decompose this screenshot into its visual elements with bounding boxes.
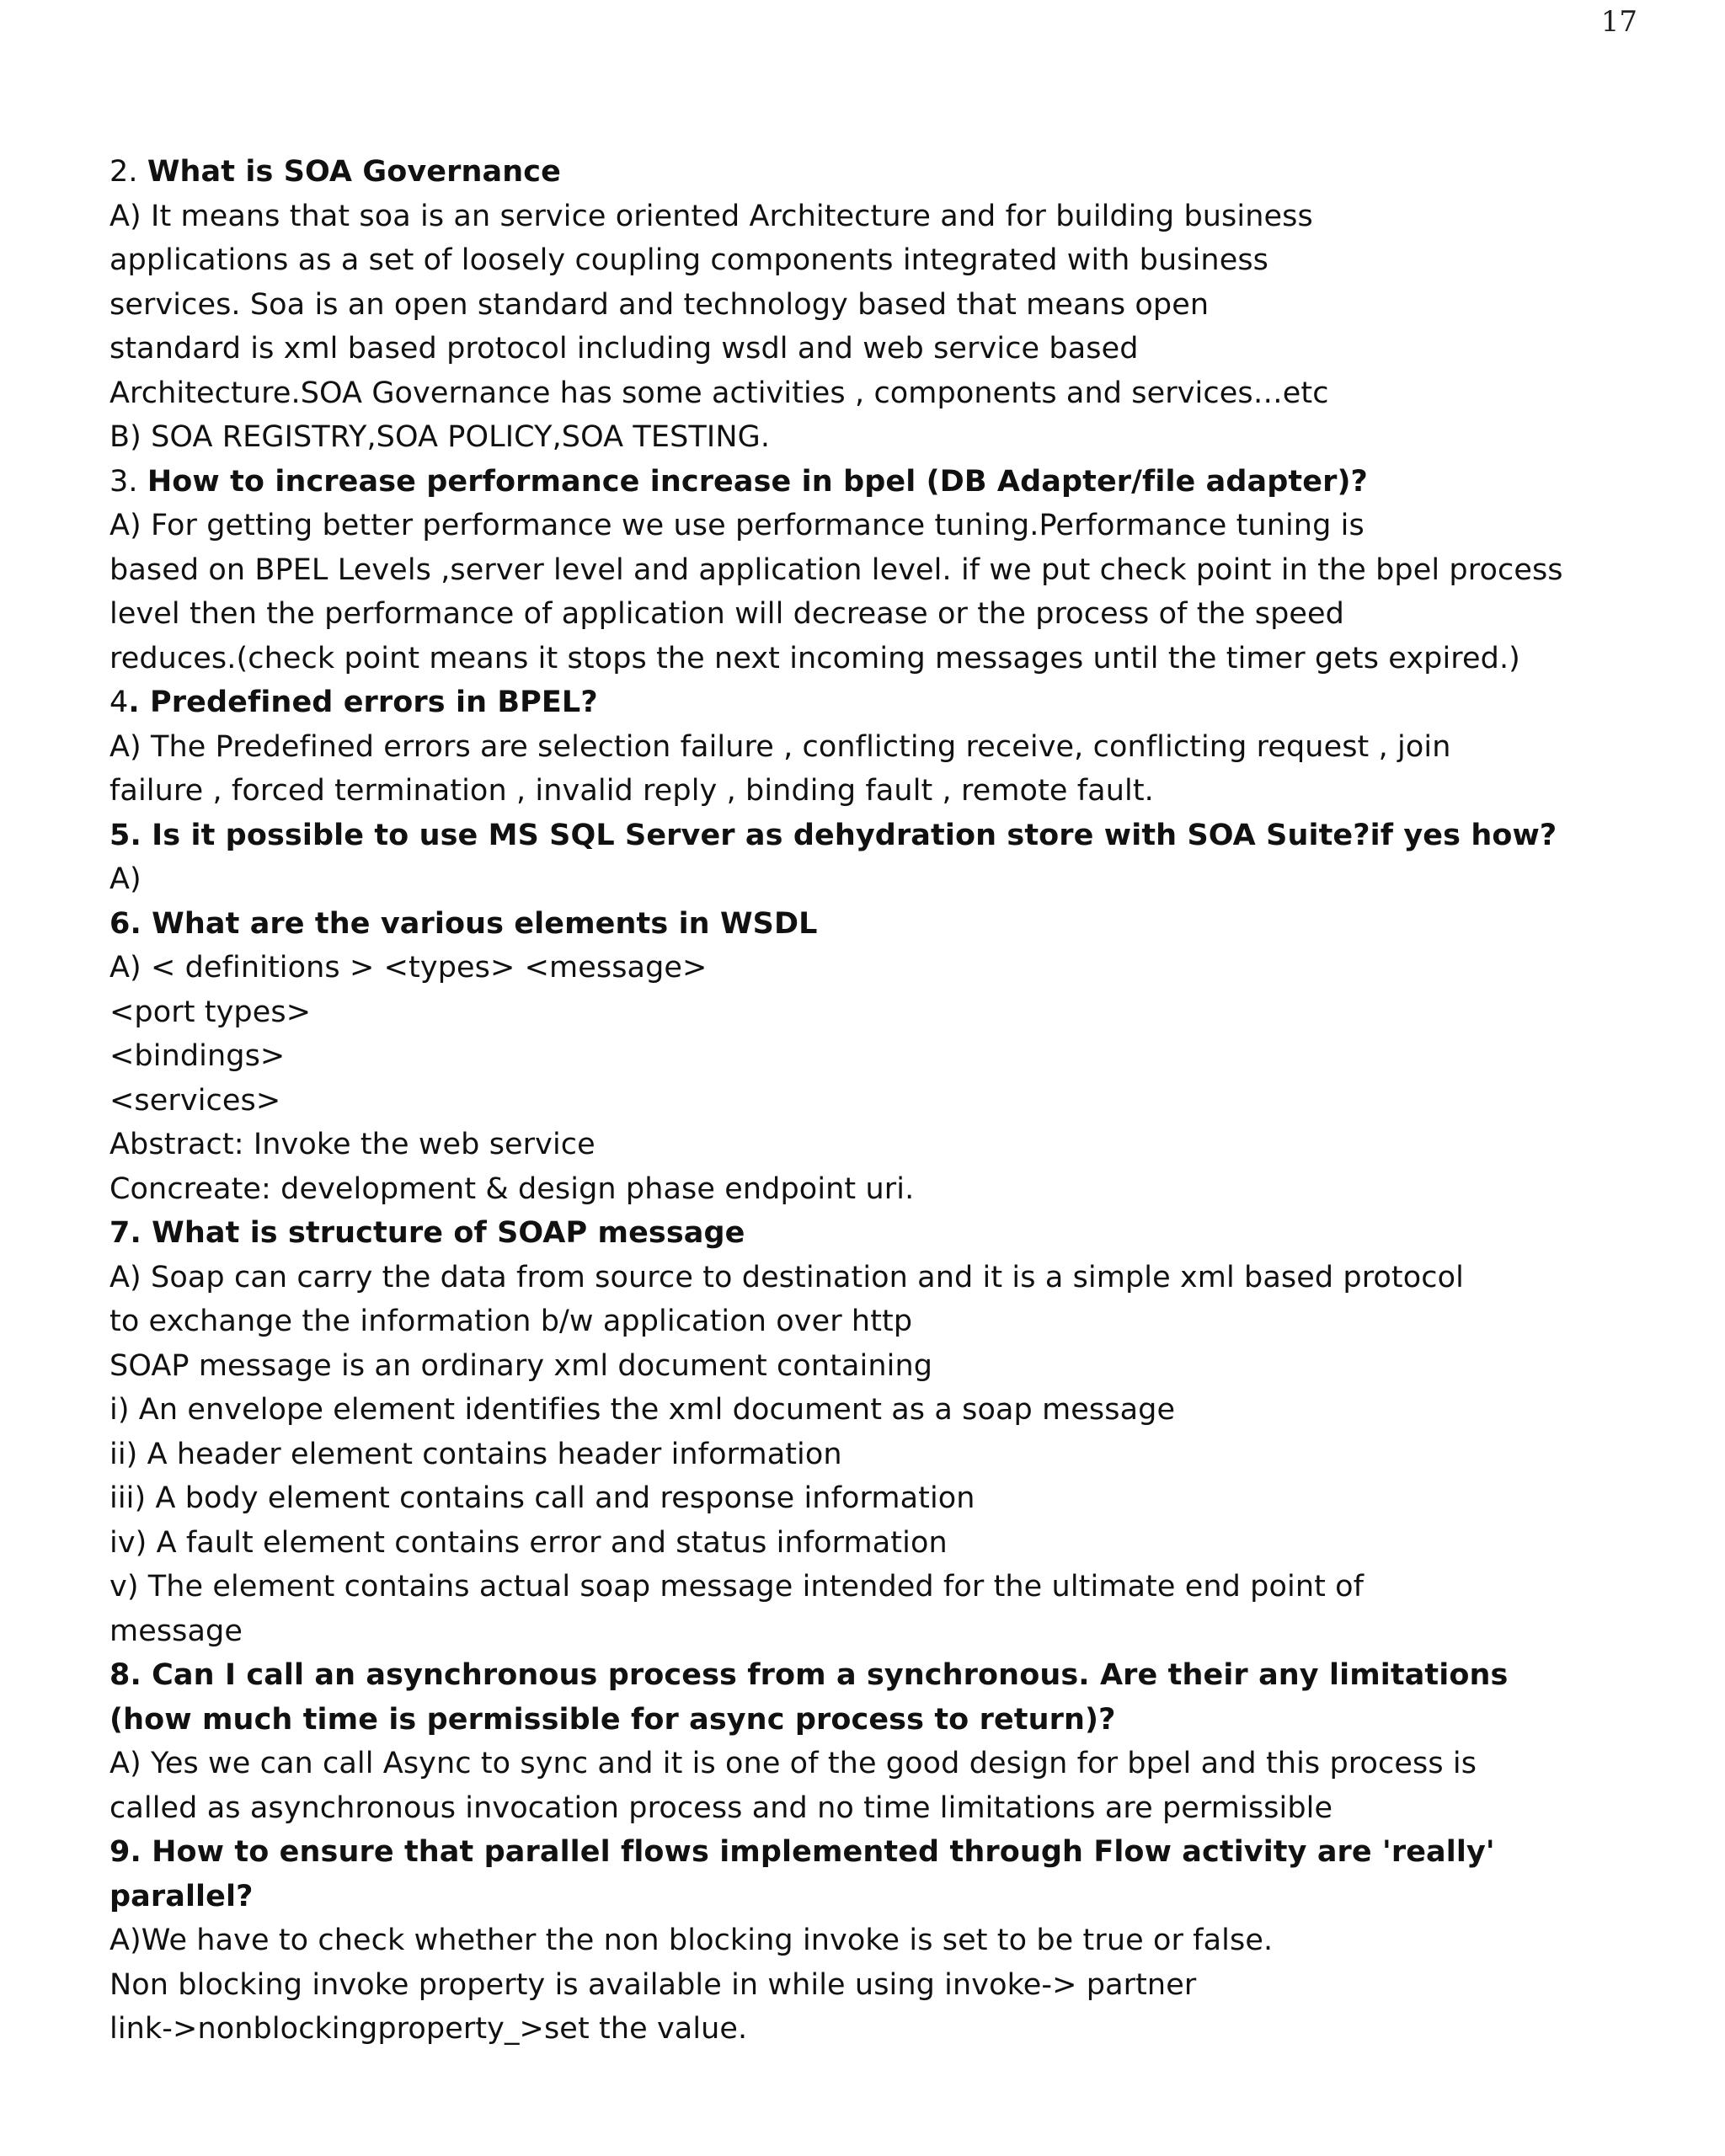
answer-line bbox=[109, 1299, 1626, 1344]
answer-line bbox=[109, 195, 1626, 239]
answer-line bbox=[109, 1609, 1626, 1654]
question-line bbox=[109, 814, 1626, 858]
body-text: SOAP message is an ordinary xml document containing bbox=[109, 1348, 933, 1383]
body-text: called as asynchronous invocation process and no time limitations are permissible bbox=[109, 1790, 1333, 1825]
question-text: What is SOA Governance bbox=[147, 155, 561, 189]
answer-line bbox=[109, 415, 1626, 460]
body-text: A) bbox=[109, 862, 142, 896]
question-line bbox=[109, 1875, 1626, 1919]
body-text: based on BPEL Levels ,server level and application level. if we put check point in the bpel process bbox=[109, 552, 1563, 587]
answer-line bbox=[109, 2007, 1626, 2052]
body-text: B) SOA REGISTRY,SOA POLICY,SOA TESTING. bbox=[109, 420, 771, 454]
answer-line bbox=[109, 1565, 1626, 1609]
answer-line bbox=[109, 1123, 1626, 1167]
question-line bbox=[109, 1830, 1626, 1875]
answer-line bbox=[109, 1476, 1626, 1521]
body-text: standard is xml based protocol including wsdl and web service based bbox=[109, 332, 1139, 366]
answer-line bbox=[109, 1344, 1626, 1389]
body-text: i) An envelope element identifies the xml document as a soap message bbox=[109, 1393, 1176, 1427]
answer-line bbox=[109, 946, 1626, 990]
body-text: reduces.(check point means it stops the next incoming messages until the timer gets expired.) bbox=[109, 641, 1520, 675]
answer-line bbox=[109, 1433, 1626, 1477]
question-line bbox=[109, 1698, 1626, 1742]
answer-line bbox=[109, 504, 1626, 548]
body-text: <port types> bbox=[109, 995, 312, 1029]
question-text: . Predefined errors in BPEL? bbox=[128, 686, 598, 719]
question-number: 2. bbox=[109, 155, 147, 189]
question-line bbox=[109, 460, 1626, 504]
answer-line bbox=[109, 1256, 1626, 1300]
answer-line bbox=[109, 1786, 1626, 1831]
answer-line bbox=[109, 1963, 1626, 2008]
answer-line bbox=[109, 371, 1626, 416]
body-text: <services> bbox=[109, 1083, 281, 1118]
body-text: A)We have to check whether the non blocking invoke is set to be true or false. bbox=[109, 1924, 1274, 1957]
answer-line bbox=[109, 283, 1626, 328]
answer-line bbox=[109, 1167, 1626, 1212]
question-line bbox=[109, 680, 1626, 725]
body-text: message bbox=[109, 1614, 243, 1648]
answer-line bbox=[109, 769, 1626, 814]
body-text: A) Yes we can call Async to sync and it is one of the good design for bpel and this process is bbox=[109, 1747, 1477, 1780]
question-number: 4 bbox=[109, 686, 129, 719]
body-text: ii) A header element contains header information bbox=[109, 1437, 842, 1471]
answer-line bbox=[109, 327, 1626, 371]
answer-line bbox=[109, 548, 1626, 593]
body-text: Abstract: Invoke the web service bbox=[109, 1128, 595, 1161]
answer-line bbox=[109, 857, 1626, 902]
body-text: iii) A body element contains call and response information bbox=[109, 1481, 975, 1515]
question-text: 7. What is structure of SOAP message bbox=[109, 1216, 745, 1250]
body-text: level then the performance of application will decrease or the process of the speed bbox=[109, 597, 1344, 631]
document-body bbox=[109, 150, 1626, 2052]
question-line bbox=[109, 150, 1626, 195]
question-text: 9. How to ensure that parallel flows implemented through Flow activity are 'really' bbox=[109, 1835, 1495, 1869]
answer-line bbox=[109, 592, 1626, 637]
body-text: A) It means that soa is an service oriented Architecture and for building business bbox=[109, 199, 1313, 233]
body-text: <bindings> bbox=[109, 1039, 286, 1073]
question-text: 5. Is it possible to use MS SQL Server as dehydration store with SOA Suite?if yes how? bbox=[109, 818, 1557, 852]
question-number: 3. bbox=[109, 464, 147, 499]
answer-line bbox=[109, 238, 1626, 283]
answer-line bbox=[109, 637, 1626, 681]
question-line bbox=[109, 902, 1626, 947]
body-text: A) < definitions > <types> <message> bbox=[109, 951, 708, 985]
answer-line bbox=[109, 725, 1626, 770]
body-text: A) For getting better performance we use performance tuning.Performance tuning is bbox=[109, 509, 1365, 542]
body-text: to exchange the information b/w application over http bbox=[109, 1305, 913, 1338]
question-text: 6. What are the various elements in WSDL bbox=[109, 906, 818, 941]
question-text: (how much time is permissible for async process to return)? bbox=[109, 1702, 1116, 1737]
body-text: Concreate: development & design phase endpoint uri. bbox=[109, 1171, 915, 1206]
body-text: iv) A fault element contains error and status information bbox=[109, 1525, 948, 1560]
question-text: parallel? bbox=[109, 1879, 254, 1913]
answer-line bbox=[109, 1079, 1626, 1123]
answer-line bbox=[109, 1034, 1626, 1079]
page-number: 17 bbox=[1600, 5, 1637, 39]
body-text: A) Soap can carry the data from source to destination and it is a simple xml based protocol bbox=[109, 1260, 1464, 1294]
question-line bbox=[109, 1211, 1626, 1256]
question-text: 8. Can I call an asynchronous process from a synchronous. Are their any limitations bbox=[109, 1658, 1509, 1692]
question-text: How to increase performance increase in bpel (DB Adapter/file adapter)? bbox=[147, 464, 1368, 499]
body-text: v) The element contains actual soap message intended for the ultimate end point of bbox=[109, 1570, 1365, 1604]
body-text: applications as a set of loosely coupling components integrated with business bbox=[109, 243, 1268, 277]
body-text: failure , forced termination , invalid reply , binding fault , remote fault. bbox=[109, 774, 1154, 808]
answer-line bbox=[109, 1742, 1626, 1786]
body-text: A) The Predefined errors are selection failure , conflicting receive, conflicting request , join bbox=[109, 729, 1451, 764]
question-line bbox=[109, 1653, 1626, 1698]
answer-line bbox=[109, 1388, 1626, 1433]
answer-line bbox=[109, 990, 1626, 1035]
body-text: Architecture.SOA Governance has some activities , components and services…etc bbox=[109, 376, 1329, 410]
body-text: Non blocking invoke property is available in while using invoke-> partner bbox=[109, 1967, 1197, 2002]
body-text: services. Soa is an open standard and technology based that means open bbox=[109, 287, 1210, 322]
body-text: link->nonblockingproperty_>set the value. bbox=[109, 2012, 748, 2046]
answer-line bbox=[109, 1919, 1626, 1963]
answer-line bbox=[109, 1521, 1626, 1566]
